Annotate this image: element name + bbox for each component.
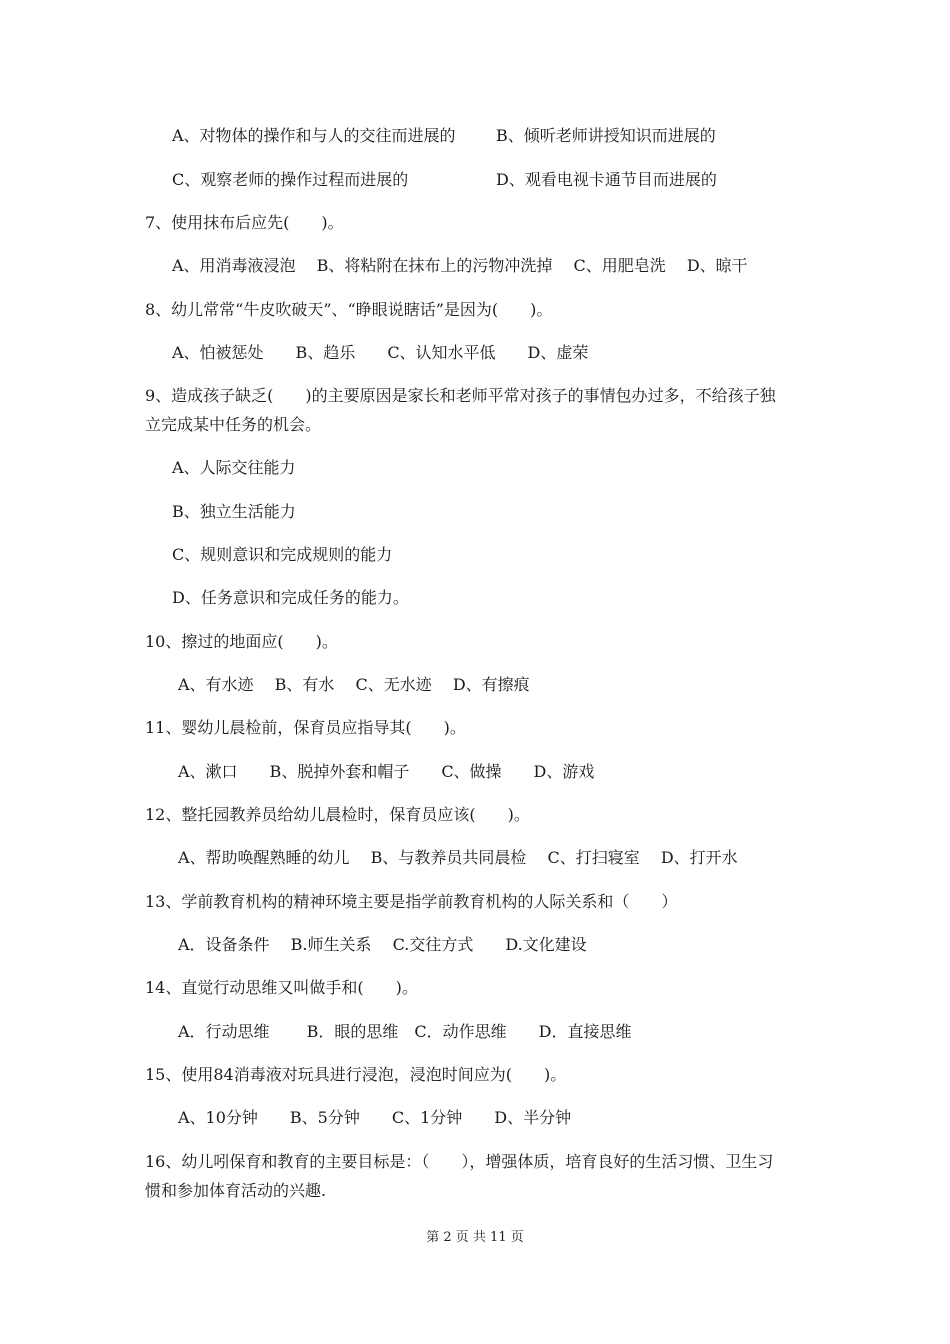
q9-stem-line2: 立完成某中任务的机会。	[145, 415, 322, 434]
q10-stem: 10、擦过的地面应( )。	[145, 632, 338, 651]
q8-options: A、怕被惩处 B、趋乐 C、认知水平低 D、虚荣	[172, 343, 589, 362]
q11-stem: 11、婴幼儿晨检前，保育员应指导其( )。	[145, 718, 466, 737]
q9-option-a: A、人际交往能力	[172, 458, 296, 477]
q13-options: A．设备条件 B.师生关系 C.交往方式 D.文化建设	[178, 935, 587, 954]
q15-options: A、10分钟 B、5分钟 C、1分钟 D、半分钟	[178, 1108, 572, 1127]
q14-stem: 14、直觉行动思维又叫做手和( )。	[145, 978, 418, 997]
q9-option-c: C、规则意识和完成规则的能力	[172, 545, 393, 564]
q12-stem: 12、整托园教养员给幼儿晨检时，保育员应该( )。	[145, 805, 530, 824]
q8-stem: 8、幼儿常常“牛皮吹破天”、“睁眼说瞎话”是因为( )。	[145, 300, 553, 319]
q13-stem: 13、学前教育机构的精神环境主要是指学前教育机构的人际关系和（ ）	[145, 892, 678, 911]
q15-stem: 15、使用84消毒液对玩具进行浸泡，浸泡时间应为( )。	[145, 1065, 567, 1084]
q9-option-b: B、独立生活能力	[172, 502, 296, 521]
q7-stem: 7、使用抹布后应先( )。	[145, 213, 344, 232]
q10-options: A、有水迹 B、有水 C、无水迹 D、有擦痕	[178, 675, 530, 694]
page-number-footer: 第 2 页 共 11 页	[426, 1230, 524, 1245]
q7-options: A、用消毒液浸泡 B、将粘附在抹布上的污物冲洗掉 C、用肥皂洗 D、晾干	[172, 256, 748, 275]
q14-options: A．行动思维 B．眼的思维 C．动作思维 D．直接思维	[178, 1022, 632, 1041]
q6-option-d: D、观看电视卡通节目而进展的	[496, 170, 717, 189]
q9-stem-line1: 9、造成孩子缺乏( )的主要原因是家长和老师平常对孩子的事情包办过多，不给孩子独	[145, 386, 776, 405]
q6-option-c: C、观察老师的操作过程而进展的	[172, 170, 409, 189]
q12-options: A、帮助唤醒熟睡的幼儿 B、与教养员共同晨检 C、打扫寝室 D、打开水	[178, 848, 738, 867]
q16-stem-line2: 惯和参加体育活动的兴趣.	[145, 1181, 327, 1200]
q11-options: A、漱口 B、脱掉外套和帽子 C、做操 D、游戏	[178, 762, 595, 781]
q9-option-d: D、任务意识和完成任务的能力。	[172, 588, 409, 607]
q6-option-b: B、倾听老师讲授知识而进展的	[496, 126, 716, 145]
q6-option-a: A、对物体的操作和与人的交往而进展的	[172, 126, 456, 145]
q16-stem-line1: 16、幼儿吲保育和教育的主要目标是：（ ），增强体质，培育良好的生活习惯、卫生习	[145, 1152, 774, 1171]
